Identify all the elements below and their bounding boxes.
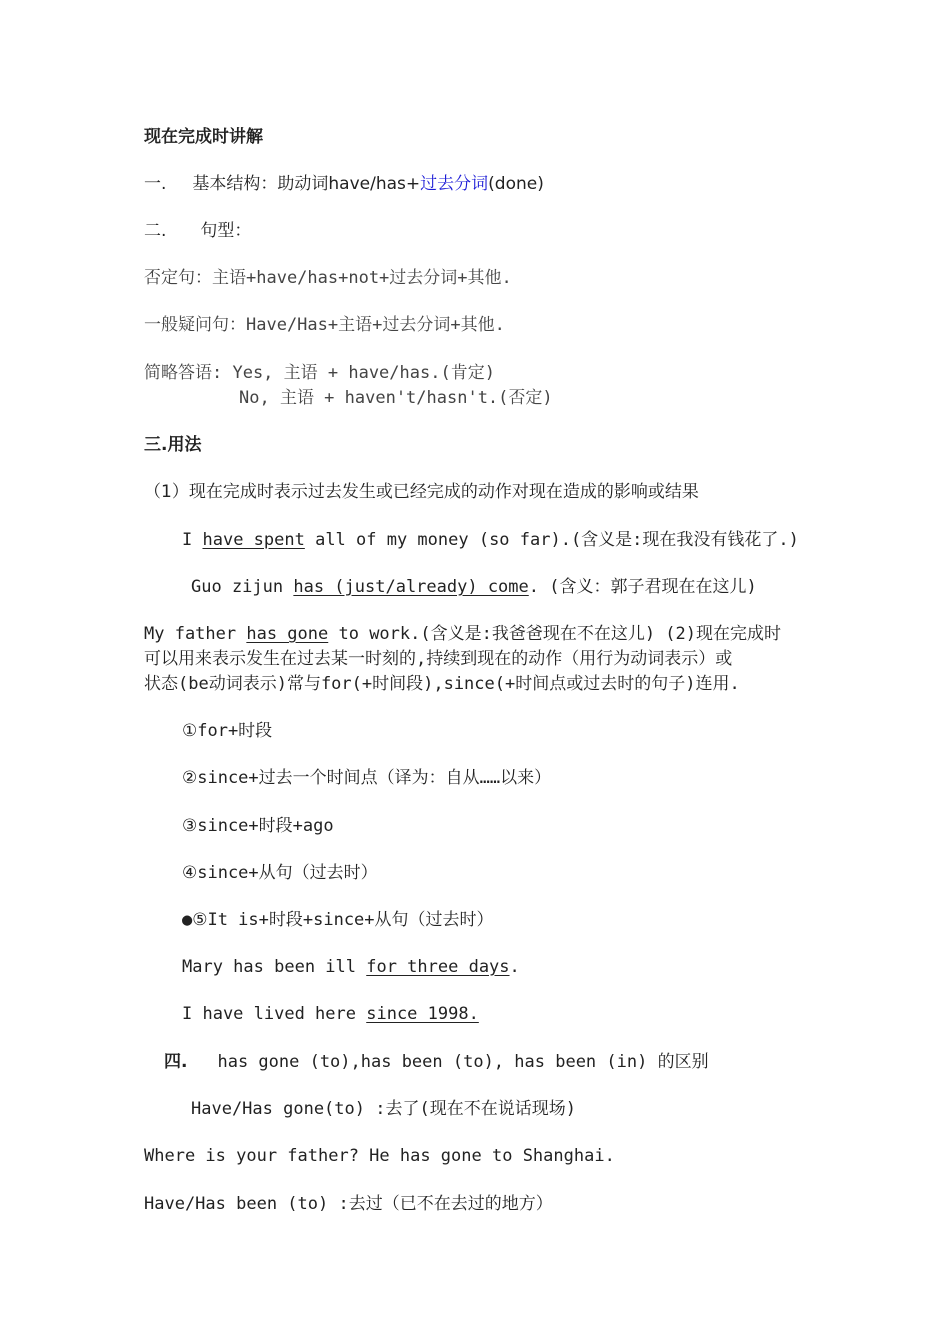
section-3-heading: 三.用法 <box>144 435 202 455</box>
usage-1: （1）现在完成时表示过去发生或已经完成的动作对现在造成的影响或结果 <box>144 482 699 502</box>
section-2 <box>144 219 251 243</box>
example-1-post: all of my money (so far).(含义是:现在我没有钱花了.) <box>304 530 799 550</box>
has-been-definition: Have/Has been (to) :去过（已不在去过的地方） <box>144 1194 553 1214</box>
paragraph-line-1 <box>144 622 781 646</box>
page-title: 现在完成时讲解 <box>144 127 263 147</box>
paragraph-line-1-post: to work.(含义是:我爸爸现在不在这儿) (2)现在完成时 <box>328 624 782 644</box>
section-4-number: 四. <box>164 1052 188 1072</box>
section-1-label: 基本结构：助动词have/has+ <box>192 174 421 194</box>
rule-1: ①for+时段 <box>182 721 273 741</box>
short-answer-yes: 简略答语: Yes, 主语 + have/has.(肯定) <box>144 363 495 383</box>
example-3 <box>182 955 520 979</box>
section-4-label: has gone (to),has been (to), has been (in) 的区别 <box>217 1052 709 1072</box>
example-4-underlined: since 1998. <box>366 1004 479 1024</box>
has-gone-definition: Have/Has gone(to) :去了(现在不在说话现场) <box>191 1099 576 1119</box>
rule-4: ④since+从句（过去时） <box>182 863 378 883</box>
section-1-number: 一. <box>144 174 167 194</box>
example-3-post: . <box>509 957 520 977</box>
paragraph-line-2: 可以用来表示发生在过去某一时刻的,持续到现在的动作（用行为动词表示）或 <box>144 649 733 669</box>
example-1-underlined: have spent <box>202 530 305 550</box>
example-2-underlined: has (just/already) come <box>293 577 529 597</box>
section-1 <box>144 172 544 196</box>
paragraph-pre: My father <box>144 624 247 644</box>
section-4 <box>164 1050 709 1074</box>
example-3-underlined: for three days <box>366 957 510 977</box>
question-sentence-rule: 一般疑问句：Have/Has+主语+过去分词+其他. <box>144 315 505 335</box>
has-gone-example: Where is your father? He has gone to Shanghai. <box>144 1146 615 1166</box>
example-2-post: . (含义：郭子君现在在这儿) <box>528 577 757 597</box>
rule-2: ②since+过去一个时间点（译为：自从……以来） <box>182 768 552 788</box>
example-3-pre: Mary has been ill <box>182 957 367 977</box>
rule-5: ●⑤It is+时段+since+从句（过去时） <box>182 910 494 930</box>
section-2-label: 句型： <box>200 221 252 241</box>
example-1-pre: I <box>182 530 203 550</box>
section-2-number: 二. <box>144 221 167 241</box>
example-2 <box>191 575 757 599</box>
example-1 <box>182 528 799 552</box>
section-1-highlight: 过去分词 <box>420 174 489 194</box>
short-answer-no: No, 主语 + haven't/hasn't.(否定) <box>239 388 553 408</box>
example-4-pre: I have lived here <box>182 1004 367 1024</box>
paragraph-underlined: has gone <box>246 624 329 644</box>
example-4 <box>182 1002 479 1026</box>
negative-sentence-rule: 否定句：主语+have/has+not+过去分词+其他. <box>144 268 512 288</box>
section-1-tail: (done) <box>488 174 544 194</box>
paragraph-line-3: 状态(be动词表示)常与for(+时间段),since(+时间点或过去时的句子)连用. <box>144 674 740 694</box>
example-2-pre: Guo zijun <box>191 577 294 597</box>
rule-3: ③since+时段+ago <box>182 816 334 836</box>
